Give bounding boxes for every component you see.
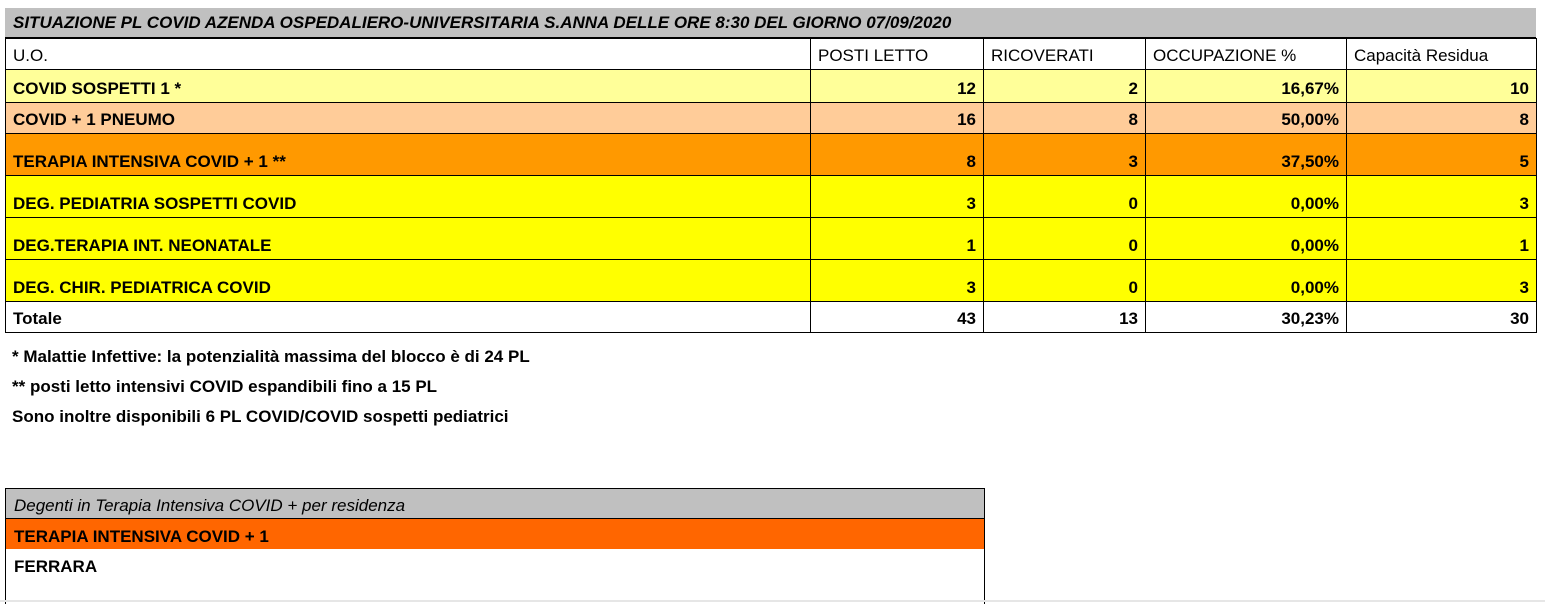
- table-row: [6, 260, 1537, 302]
- total-label: Totale: [6, 302, 811, 333]
- footnote-pediatrici: Sono inoltre disponibili 6 PL COVID/COVID sospetti pediatrici: [12, 407, 509, 426]
- row-capacita-residua: 8: [1347, 103, 1537, 134]
- total-ricoverati: 13: [984, 302, 1146, 333]
- table-row: [6, 103, 1537, 134]
- row-capacita-residua: 3: [1347, 176, 1537, 218]
- table-row: [6, 176, 1537, 218]
- covid-bed-sheet: [5, 8, 1536, 333]
- header-posti-letto: POSTI LETTO: [811, 39, 984, 70]
- row-uo: COVID + 1 PNEUMO: [6, 103, 811, 134]
- total-posti-letto: 43: [811, 302, 984, 333]
- row-capacita-residua: 1: [1347, 218, 1537, 260]
- row-posti-letto: 1: [811, 218, 984, 260]
- row-occupazione: 0,00%: [1146, 176, 1347, 218]
- header-capacita-residua: Capacità Residua: [1347, 39, 1537, 70]
- residence-unit-row: TERAPIA INTENSIVA COVID + 1: [6, 519, 984, 549]
- row-occupazione: 0,00%: [1146, 218, 1347, 260]
- sheet-title: SITUAZIONE PL COVID AZENDA OSPEDALIERO-UNIVERSITARIA S.ANNA DELLE ORE 8:30 DEL GIORNO 07/09/2020: [5, 8, 1536, 38]
- table-row: [6, 218, 1537, 260]
- row-capacita-residua: 3: [1347, 260, 1537, 302]
- row-ricoverati: 3: [984, 134, 1146, 176]
- footnote-posti-intensivi: ** posti letto intensivi COVID espandibili fino a 15 PL: [12, 377, 438, 396]
- beds-table: [5, 38, 1537, 333]
- footnotes: [12, 342, 530, 432]
- row-ricoverati: 8: [984, 103, 1146, 134]
- total-capacita-residua: 30: [1347, 302, 1537, 333]
- row-uo: TERAPIA INTENSIVA COVID + 1 **: [6, 134, 811, 176]
- row-ricoverati: 2: [984, 70, 1146, 103]
- header-occupazione: OCCUPAZIONE %: [1146, 39, 1347, 70]
- header-uo: U.O.: [6, 39, 811, 70]
- page-bottom-divider: [0, 600, 1545, 602]
- row-occupazione: 0,00%: [1146, 260, 1347, 302]
- row-uo: COVID SOSPETTI 1 *: [6, 70, 811, 103]
- row-uo: DEG. PEDIATRIA SOSPETTI COVID: [6, 176, 811, 218]
- row-posti-letto: 12: [811, 70, 984, 103]
- table-header-row: [6, 39, 1537, 70]
- row-ricoverati: 0: [984, 218, 1146, 260]
- row-posti-letto: 3: [811, 176, 984, 218]
- row-ricoverati: 0: [984, 260, 1146, 302]
- residence-city-row: FERRARA: [14, 557, 98, 576]
- row-occupazione: 50,00%: [1146, 103, 1347, 134]
- row-uo: DEG.TERAPIA INT. NEONATALE: [6, 218, 811, 260]
- total-occupazione: 30,23%: [1146, 302, 1347, 333]
- footnote-malattie-infettive: * Malattie Infettive: la potenzialità massima del blocco è di 24 PL: [12, 347, 530, 366]
- row-capacita-residua: 10: [1347, 70, 1537, 103]
- row-capacita-residua: 5: [1347, 134, 1537, 176]
- row-ricoverati: 0: [984, 176, 1146, 218]
- row-occupazione: 37,50%: [1146, 134, 1347, 176]
- residence-table: [5, 488, 985, 604]
- header-ricoverati: RICOVERATI: [984, 39, 1146, 70]
- row-posti-letto: 8: [811, 134, 984, 176]
- row-posti-letto: 16: [811, 103, 984, 134]
- row-uo: DEG. CHIR. PEDIATRICA COVID: [6, 260, 811, 302]
- table-row: [6, 134, 1537, 176]
- row-occupazione: 16,67%: [1146, 70, 1347, 103]
- table-row: [6, 70, 1537, 103]
- row-posti-letto: 3: [811, 260, 984, 302]
- residence-header: Degenti in Terapia Intensiva COVID + per residenza: [6, 489, 984, 519]
- total-row: [6, 302, 1537, 333]
